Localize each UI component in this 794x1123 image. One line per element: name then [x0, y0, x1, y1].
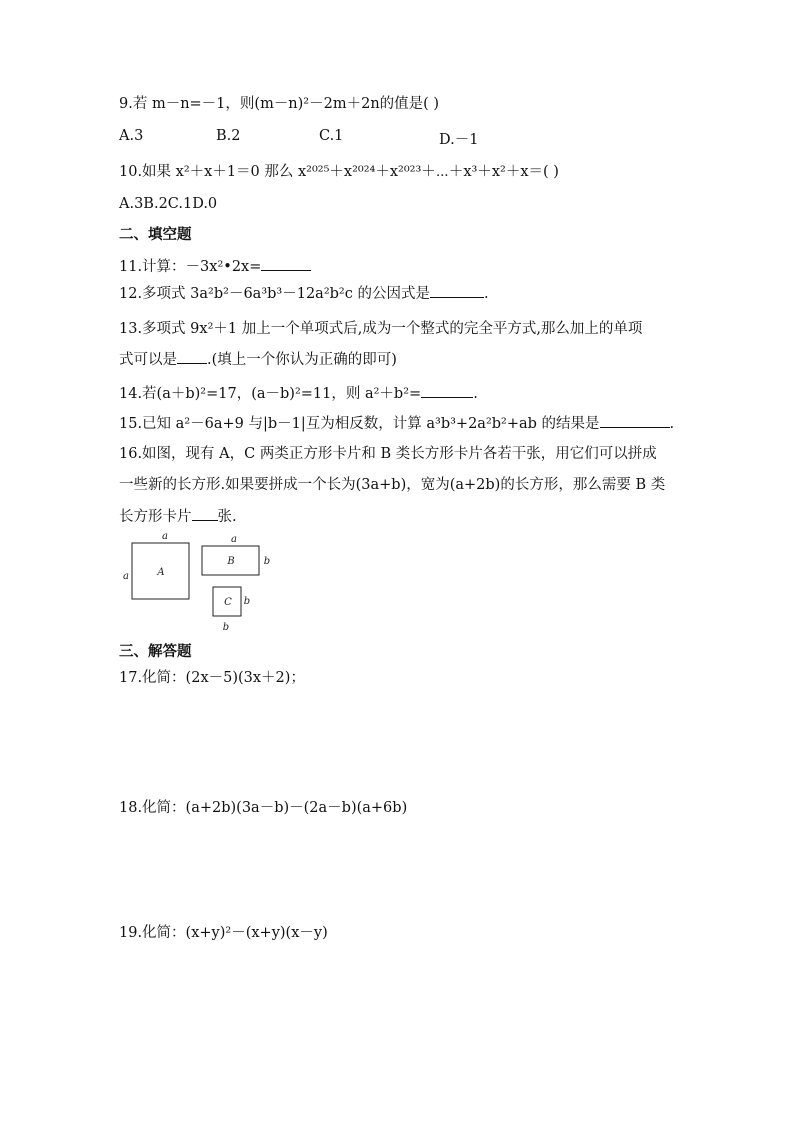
question-15-tail: .: [669, 416, 675, 432]
card-b-label: B: [227, 556, 235, 567]
question-10-options: A.3B.2C.1D.0: [119, 196, 218, 212]
question-18: 18.化简：(a+2b)(3a－b)－(2a－b)(a+6b): [119, 800, 408, 816]
question-9-option-c: C.1: [319, 128, 344, 144]
card-b-right-side-label: b: [263, 556, 271, 567]
answer-blank: [421, 383, 473, 398]
card-c-square: [213, 587, 241, 616]
card-c-right-side-label: b: [243, 596, 251, 607]
answer-blank: [600, 413, 670, 428]
question-9-option-d: D.－1: [439, 132, 479, 148]
card-a-label: A: [157, 567, 165, 578]
card-a-top-side-label: a: [162, 531, 168, 542]
question-17: 17.化简：(2x－5)(3x＋2)；: [119, 670, 305, 686]
question-9-option-b: B.2: [216, 128, 241, 144]
question-14-tail: .: [473, 386, 478, 402]
section-3-title: 三、解答题: [119, 644, 192, 660]
question-15-text: 15.已知 a²－6a+9 与|b－1|互为相反数，计算 a³b³+2a²b²+ab 的结果是: [119, 416, 600, 432]
section-2-title: 二、填空题: [119, 227, 192, 243]
card-b-rectangle: [202, 546, 259, 575]
question-15: [119, 413, 674, 434]
answer-blank: [192, 506, 218, 521]
question-14-text: 14.若(a＋b)²=17，(a－b)²=11，则 a²＋b²=: [119, 386, 422, 402]
card-a-left-side-label: a: [123, 571, 129, 582]
question-10-stem: 10.如果 x²＋x＋1＝0 那么 x²⁰²⁵＋x²⁰²⁴＋x²⁰²³＋⋯＋x³＋x²＋x＝( ): [119, 164, 559, 180]
question-13-line-1: 13.多项式 9x²＋1 加上一个单项式后,成为一个整式的完全平方式,那么加上的单项: [119, 321, 643, 337]
question-12-tail: .: [483, 286, 489, 302]
question-13-line-2-pre: 式可以是: [119, 352, 177, 368]
question-11: [119, 256, 311, 277]
question-14: [119, 383, 478, 404]
question-16-line-2: 一些新的长方形.如果要拼成一个长为(3a+b)，宽为(a+2b)的长方形，那么需要 B 类: [119, 477, 666, 493]
question-16-line-3-post: 张.: [217, 509, 237, 525]
question-19: 19.化简：(x+y)²－(x+y)(x－y): [119, 925, 328, 941]
answer-blank: [177, 349, 207, 364]
answer-blank: [261, 256, 311, 271]
question-16-line-1: 16.如图，现有 A，C 两类正方形卡片和 B 类长方形卡片各若干张，用它们可以拼成: [119, 446, 657, 462]
answer-blank: [430, 283, 484, 298]
question-13-line-2: [119, 349, 397, 370]
card-b-top-side-label: a: [231, 534, 237, 545]
question-9-option-a: A.3: [119, 128, 144, 144]
card-c-bottom-side-label: b: [222, 622, 230, 633]
card-a-square: [132, 543, 189, 599]
question-12: [119, 283, 489, 304]
question-9-stem: 9.若 m－n=－1，则(m－n)²－2m＋2n的值是( ): [119, 96, 440, 112]
question-16-line-3: [119, 506, 237, 527]
card-c-label: C: [224, 597, 232, 608]
question-12-text: 12.多项式 3a²b²－6a³b³－12a²b²c 的公因式是: [119, 286, 430, 302]
question-11-text: 11.计算：－3x²•2x=: [119, 259, 262, 275]
question-13-line-2-post: .(填上一个你认为正确的即可): [207, 352, 397, 368]
question-16-line-3-pre: 长方形卡片: [119, 509, 192, 525]
